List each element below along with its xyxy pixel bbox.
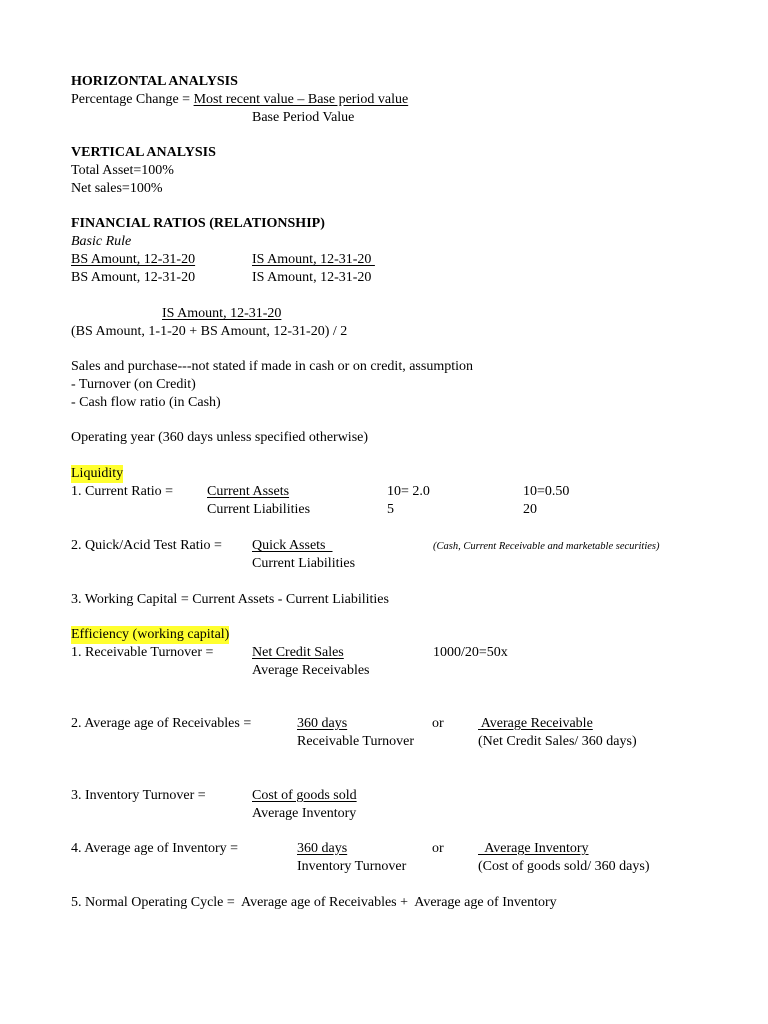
- quick-ratio-note: (Cash, Current Receivable and marketable securities): [433, 541, 660, 552]
- current-ratio-example1-bottom: 5: [387, 502, 394, 517]
- turnover-note: - Turnover (on Credit): [71, 377, 196, 392]
- current-ratio-numerator: Current Assets: [207, 484, 290, 499]
- is-ratio-numerator: IS Amount, 12-31-20: [252, 252, 375, 267]
- horizontal-formula-prefix: Percentage Change =: [71, 92, 194, 107]
- current-ratio-example1-top: 10= 2.0: [387, 484, 430, 499]
- avg-age-inventory-alt-numerator: Average Inventory: [478, 841, 589, 856]
- quick-ratio-label: 2. Quick/Acid Test Ratio =: [71, 538, 222, 553]
- bs-ratio-denominator: BS Amount, 12-31-20: [71, 270, 196, 285]
- horizontal-formula: [71, 91, 408, 109]
- receivable-turnover-numerator: Net Credit Sales: [252, 645, 344, 660]
- inventory-turnover-denominator: Average Inventory: [252, 806, 357, 821]
- vertical-line-total-asset: Total Asset=100%: [71, 163, 174, 178]
- vertical-line-net-sales: Net sales=100%: [71, 181, 163, 196]
- average-ratio-numerator: IS Amount, 12-31-20: [162, 306, 282, 321]
- avg-age-receivables-or: or: [432, 716, 444, 731]
- avg-age-inventory-alt-denominator: (Cost of goods sold/ 360 days): [478, 859, 650, 874]
- avg-age-receivables-numerator: 360 days: [297, 716, 348, 731]
- horizontal-analysis-heading: HORIZONTAL ANALYSIS: [71, 74, 238, 89]
- horizontal-numerator: Most recent value – Base period value: [193, 92, 409, 107]
- avg-age-inventory-denominator: Inventory Turnover: [297, 859, 407, 874]
- inventory-turnover-label: 3. Inventory Turnover =: [71, 788, 206, 803]
- is-ratio-denominator: IS Amount, 12-31-20: [252, 270, 372, 285]
- quick-ratio-denominator: Current Liabilities: [252, 556, 356, 571]
- avg-age-receivables-alt-denominator: (Net Credit Sales/ 360 days): [478, 734, 637, 749]
- inventory-turnover-numerator: Cost of goods sold: [252, 788, 357, 803]
- operating-cycle-formula: 5. Normal Operating Cycle = Average age of Receivables + Average age of Inventory: [71, 895, 557, 910]
- receivable-turnover-label: 1. Receivable Turnover =: [71, 645, 214, 660]
- avg-age-inventory-numerator: 360 days: [297, 841, 348, 856]
- average-ratio-denominator: (BS Amount, 1-1-20 + BS Amount, 12-31-20) / 2: [71, 324, 348, 339]
- current-ratio-denominator: Current Liabilities: [207, 502, 311, 517]
- receivable-turnover-example: 1000/20=50x: [433, 645, 508, 660]
- horizontal-denominator: Base Period Value: [252, 110, 355, 125]
- avg-age-receivables-alt-numerator: Average Receivable: [478, 716, 593, 731]
- bs-ratio-numerator: BS Amount, 12-31-20: [71, 252, 196, 267]
- vertical-analysis-heading: VERTICAL ANALYSIS: [71, 145, 216, 160]
- avg-age-receivables-denominator: Receivable Turnover: [297, 734, 415, 749]
- current-ratio-label: 1. Current Ratio =: [71, 484, 173, 499]
- current-ratio-example2-top: 10=0.50: [523, 484, 570, 499]
- avg-age-receivables-label: 2. Average age of Receivables =: [71, 716, 252, 731]
- avg-age-inventory-label: 4. Average age of Inventory =: [71, 841, 239, 856]
- current-ratio-example2-bottom: 20: [523, 502, 537, 517]
- receivable-turnover-denominator: Average Receivables: [252, 663, 370, 678]
- sales-purchase-note: Sales and purchase---not stated if made in cash or on credit, assumption: [71, 359, 473, 374]
- quick-ratio-numerator: Quick Assets: [252, 538, 333, 553]
- liquidity-heading: Liquidity: [71, 466, 124, 481]
- efficiency-heading: Efficiency (working capital): [71, 627, 230, 642]
- operating-year-note: Operating year (360 days unless specified otherwise): [71, 430, 369, 445]
- basic-rule-label: Basic Rule: [71, 234, 132, 249]
- financial-ratios-heading: FINANCIAL RATIOS (RELATIONSHIP): [71, 216, 325, 231]
- avg-age-inventory-or: or: [432, 841, 444, 856]
- working-capital-formula: 3. Working Capital = Current Assets - Current Liabilities: [71, 592, 389, 607]
- cash-flow-note: - Cash flow ratio (in Cash): [71, 395, 221, 410]
